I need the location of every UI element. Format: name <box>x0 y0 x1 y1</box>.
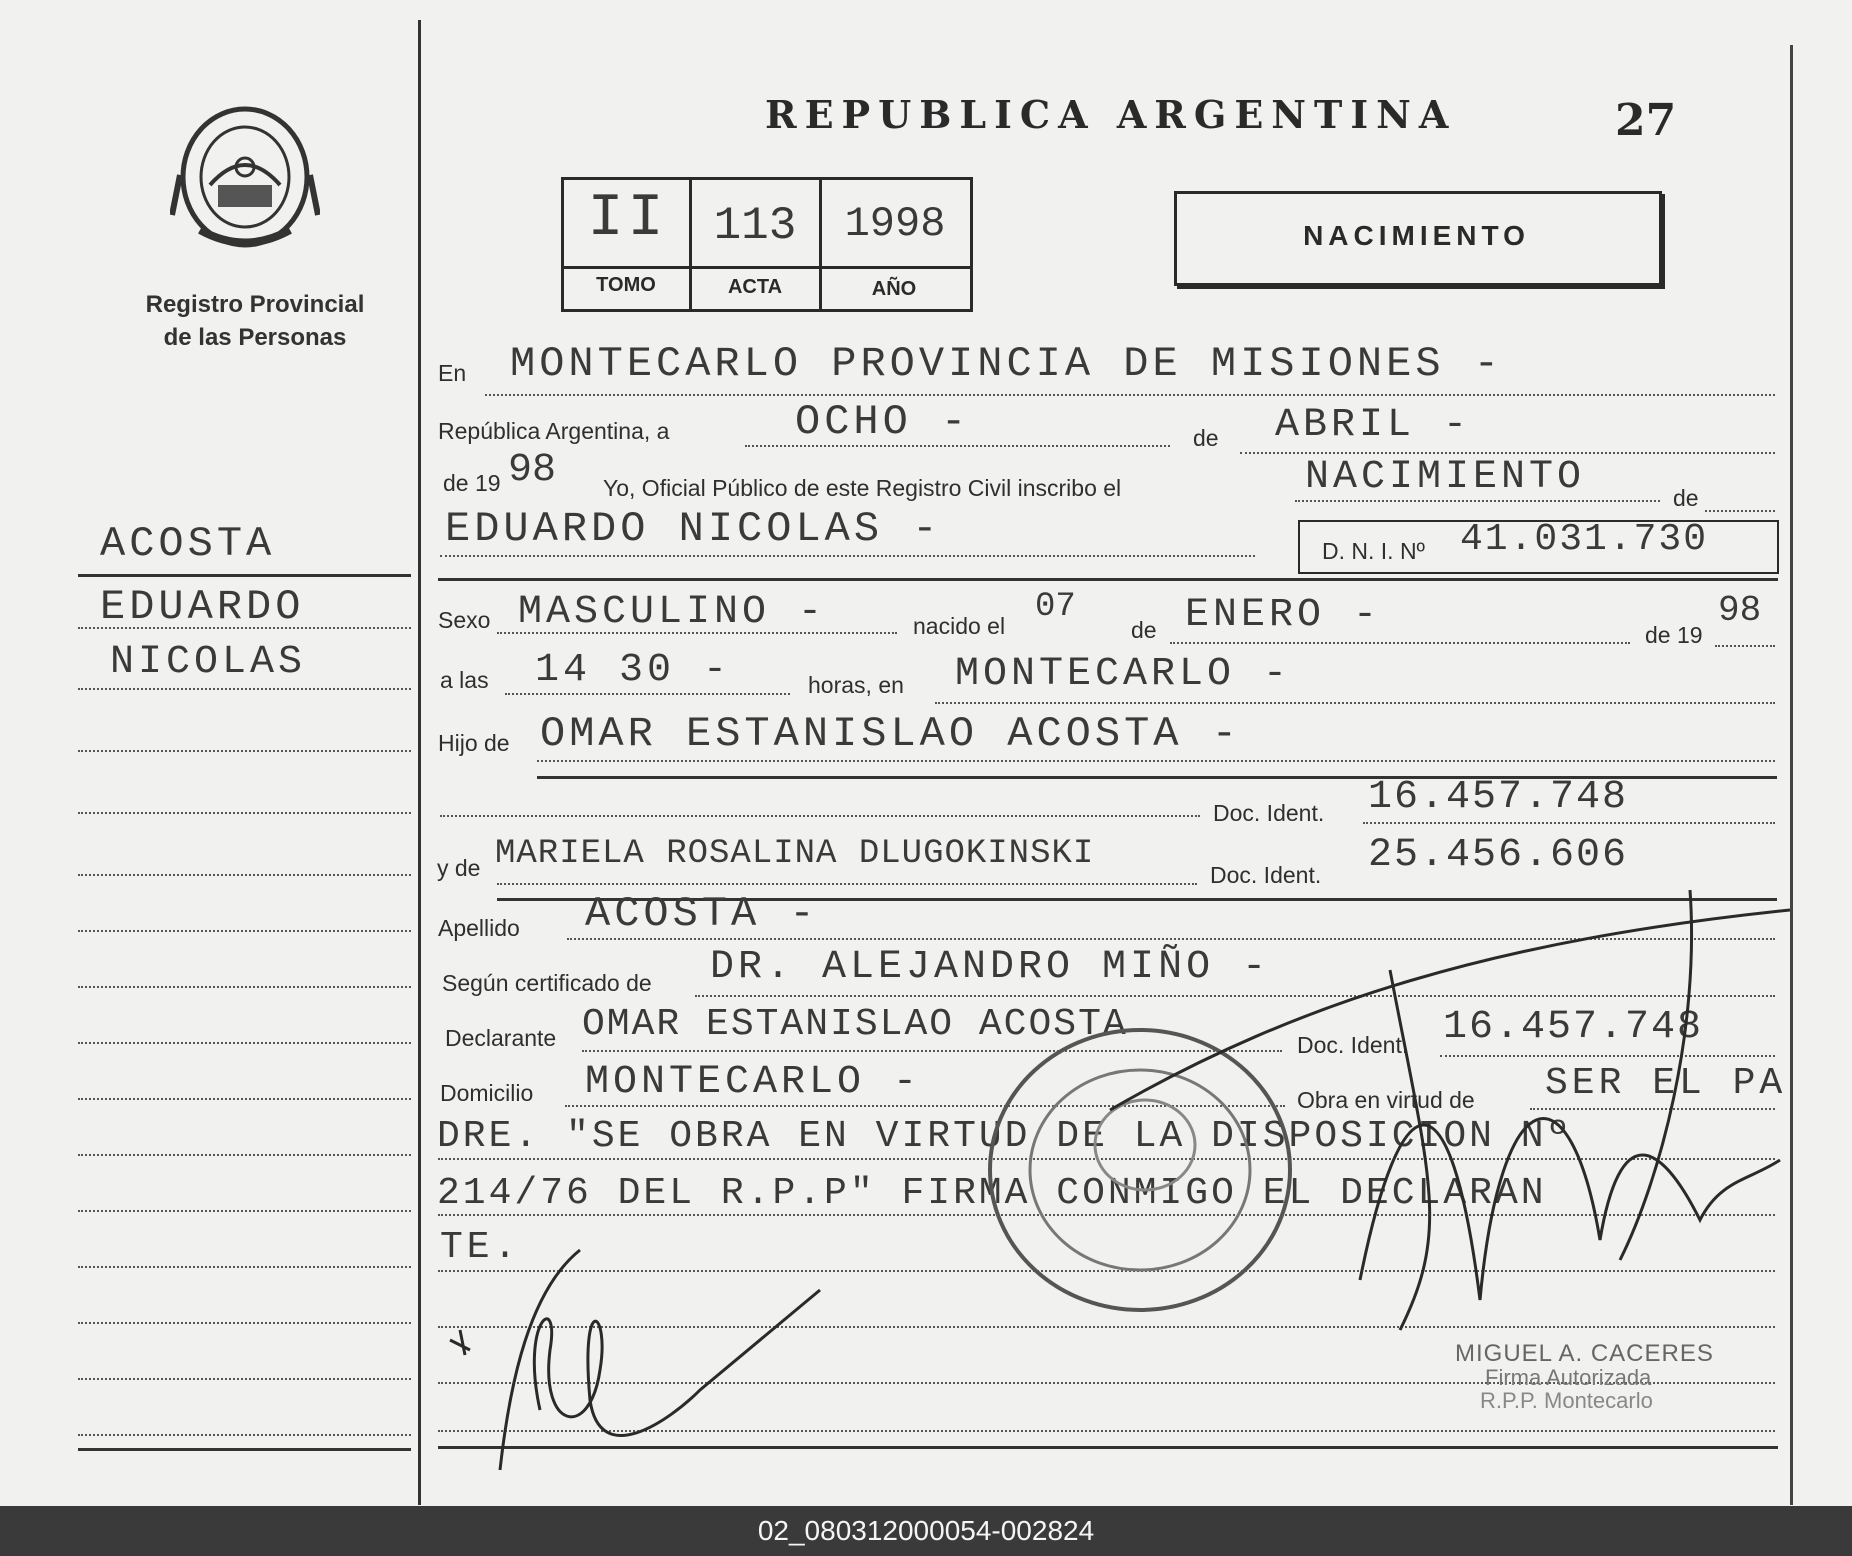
inscribo-value: NACIMIENTO <box>1305 455 1586 500</box>
alas-label: a las <box>440 667 489 693</box>
section-rule-1 <box>438 578 1778 581</box>
de19-label: de 19 <box>443 470 501 496</box>
mes-line <box>1240 452 1775 454</box>
nacido-dia: 07 <box>1035 588 1076 626</box>
margin-line <box>78 750 411 752</box>
nombre-line <box>440 555 1255 557</box>
padre-value: OMAR ESTANISLAO ACOSTA - <box>540 710 1241 758</box>
anio-value-form: 98 <box>508 448 557 493</box>
hijo-label: Hijo de <box>438 730 510 756</box>
nacido-anio: 98 <box>1718 590 1762 631</box>
margin-line <box>78 1042 411 1044</box>
page-number: 27 <box>1615 95 1677 146</box>
anio-label: AÑO <box>871 278 917 300</box>
padre-doc-line <box>1363 822 1775 824</box>
margin-line <box>78 1098 411 1100</box>
registry-name <box>120 288 390 354</box>
padre-doc-label: Doc. Ident. <box>1213 800 1325 826</box>
nacido-mes: ENERO - <box>1185 593 1382 638</box>
margin-bottom-rule <box>78 1448 411 1451</box>
en-value: MONTECARLO PROVINCIA DE MISIONES - <box>510 340 1503 388</box>
margin-rule-1 <box>78 574 411 577</box>
country-title: REPUBLICA ARGENTINA <box>765 92 1457 137</box>
binding-line <box>418 20 421 1505</box>
madre-doc-value: 25.456.606 <box>1368 833 1629 878</box>
certificado-value: DR. ALEJANDRO MIÑO - <box>710 945 1271 990</box>
note-line-3: TE. <box>440 1226 521 1269</box>
record-box-divider <box>561 266 970 269</box>
tomo-value: II <box>587 185 668 253</box>
horas-label: horas, en <box>808 672 904 698</box>
margin-line <box>78 1266 411 1268</box>
de19-label-2: de 19 <box>1645 622 1703 648</box>
margin-line <box>78 1210 411 1212</box>
padre-line <box>537 760 1775 762</box>
anio-value: 1998 <box>844 200 946 248</box>
official-signature-icon <box>1100 880 1800 1400</box>
nacido-mes-line <box>1170 642 1630 644</box>
lugar-value: MONTECARLO - <box>955 652 1292 697</box>
sexo-value: MASCULINO - <box>518 590 827 635</box>
de2-line <box>1705 510 1775 512</box>
de-label-3: de <box>1131 617 1157 643</box>
margin-given-2: NICOLAS <box>110 640 307 685</box>
madre-line <box>497 883 1197 885</box>
certificado-label: Según certificado de <box>442 970 652 996</box>
madre-value: MARIELA ROSALINA DLUGOKINSKI <box>495 835 1095 873</box>
margin-line <box>78 1322 411 1324</box>
mes-value: ABRIL - <box>1275 403 1472 448</box>
domicilio-value: MONTECARLO - <box>585 1060 922 1105</box>
signatory-office: R.P.P. Montecarlo <box>1480 1388 1653 1413</box>
declarante-label: Declarante <box>445 1025 557 1051</box>
margin-line <box>78 627 411 629</box>
signatory-name: MIGUEL A. CACERES <box>1455 1340 1714 1367</box>
record-box-sep1 <box>689 177 692 309</box>
obra-label: Obra en virtud de <box>1297 1087 1475 1113</box>
lugar-line <box>935 702 1775 704</box>
margin-line <box>78 812 411 814</box>
nacido-label: nacido el <box>913 613 1006 639</box>
en-label: En <box>438 360 467 386</box>
document-id-footer: 02_080312000054-002824 <box>0 1506 1852 1556</box>
obra-value: SER EL PA <box>1545 1062 1787 1105</box>
registry-line-1: Registro Provincial <box>145 291 365 318</box>
margin-given-1: EDUARDO <box>100 583 305 631</box>
note-line-1: DRE. "SE OBRA EN VIRTUD DE LA DISPOSICION Nº <box>437 1115 1573 1158</box>
margin-line <box>78 1434 411 1436</box>
acta-value: 113 <box>713 200 797 252</box>
tomo-label: TOMO <box>596 274 656 296</box>
margin-line <box>78 986 411 988</box>
apellido-value: ACOSTA - <box>585 890 819 938</box>
nacido-anio-line <box>1715 645 1775 647</box>
hora-line <box>505 693 790 695</box>
declarante-doc-label: Doc. Ident. <box>1297 1032 1409 1058</box>
yde-label: y de <box>437 855 481 881</box>
dni-label: D. N. I. Nº <box>1322 538 1425 564</box>
apellido-label: Apellido <box>438 915 520 941</box>
hora-value: 14 30 - <box>535 648 732 693</box>
margin-surname: ACOSTA <box>100 520 276 568</box>
domicilio-label: Domicilio <box>440 1080 534 1106</box>
padre-doc-value: 16.457.748 <box>1368 775 1629 820</box>
en-line <box>485 394 1775 396</box>
registry-line-2: de las Personas <box>163 324 347 351</box>
acta-label: ACTA <box>727 276 783 298</box>
de-label: de <box>1193 425 1219 451</box>
nombre-value: EDUARDO NICOLAS - <box>445 505 942 553</box>
margin-line <box>78 688 411 690</box>
dia-value: OCHO - <box>795 398 971 446</box>
margin-line <box>78 874 411 876</box>
margin-line <box>78 1154 411 1156</box>
record-box-sep2 <box>819 177 822 309</box>
de-label-2: de <box>1673 485 1699 511</box>
declarante-doc-value: 16.457.748 <box>1443 1005 1704 1050</box>
padre-doc-left-line <box>440 815 1200 817</box>
declarant-signature-icon <box>440 1230 830 1490</box>
republica-label: República Argentina, a <box>438 418 670 444</box>
margin-line <box>78 1378 411 1380</box>
sexo-label: Sexo <box>438 607 491 633</box>
dni-value: 41.031.730 <box>1460 518 1709 561</box>
doc-type-label: NACIMIENTO <box>1303 220 1530 251</box>
madre-doc-label: Doc. Ident. <box>1210 862 1322 888</box>
declarante-value: OMAR ESTANISLAO ACOSTA <box>582 1003 1128 1046</box>
provincial-seal-icon <box>170 105 320 255</box>
note-line-2: 214/76 DEL R.P.P" FIRMA CONMIGO EL DECLARAN <box>437 1172 1547 1215</box>
margin-line <box>78 930 411 932</box>
signatory-title: Firma Autorizada <box>1485 1365 1652 1390</box>
inscribo-line <box>1295 500 1660 502</box>
yo-text: Yo, Oficial Público de este Registro Civil inscribo el <box>603 475 1122 501</box>
